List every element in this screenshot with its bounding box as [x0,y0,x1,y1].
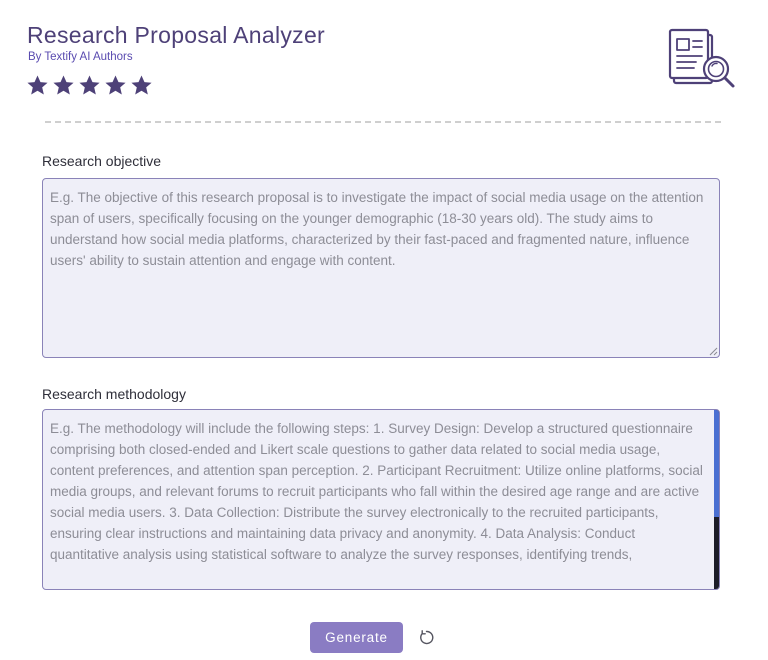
resize-handle-icon[interactable] [709,347,718,356]
research-objective-placeholder: E.g. The objective of this research proposal is to investigate the impact of social media usage on the attention span of users, specifically focusing on the younger demographic (18-30 years old). The study aims to understand how social media platforms, characterized by their fast-paced and fragmented nature, influence users' ability to sustain attention and engage with content. [50,190,704,268]
star-icon [104,74,127,97]
research-methodology-label: Research methodology [42,386,186,402]
star-icon [52,74,75,97]
star-rating [26,74,153,97]
star-icon [130,74,153,97]
research-objective-input[interactable] [42,178,720,358]
refresh-icon[interactable] [418,629,435,646]
document-search-icon [668,27,736,93]
scrollbar-thumb[interactable] [714,410,719,517]
author-byline: By Textify AI Authors [28,51,133,63]
research-methodology-placeholder: E.g. The methodology will include the following steps: 1. Survey Design: Develop a structured questionnaire comprising both closed-ended and Likert scale questions to gather data related to social media usage, content preferences, and attention span perception. 2. Participant Recruitment: Utilize online platforms, social media groups, and relevant forums to recruit participants who fall within the desired age range and are active social media users. 3. Data Collection: Distribute the survey electronically to the recruited participants, ensuring clear instructions and maintaining data privacy and anonymity. 4. Data Analysis: Conduct quantitative analysis using statistical software to analyze the survey responses, identifying trends, [50,421,703,562]
page-title: Research Proposal Analyzer [27,22,326,48]
star-icon [78,74,101,97]
generate-button[interactable]: Generate [310,622,403,653]
research-methodology-input[interactable] [42,409,720,590]
section-divider [45,121,721,123]
research-objective-label: Research objective [42,153,162,169]
star-icon [26,74,49,97]
methodology-scrollbar[interactable] [714,410,719,589]
